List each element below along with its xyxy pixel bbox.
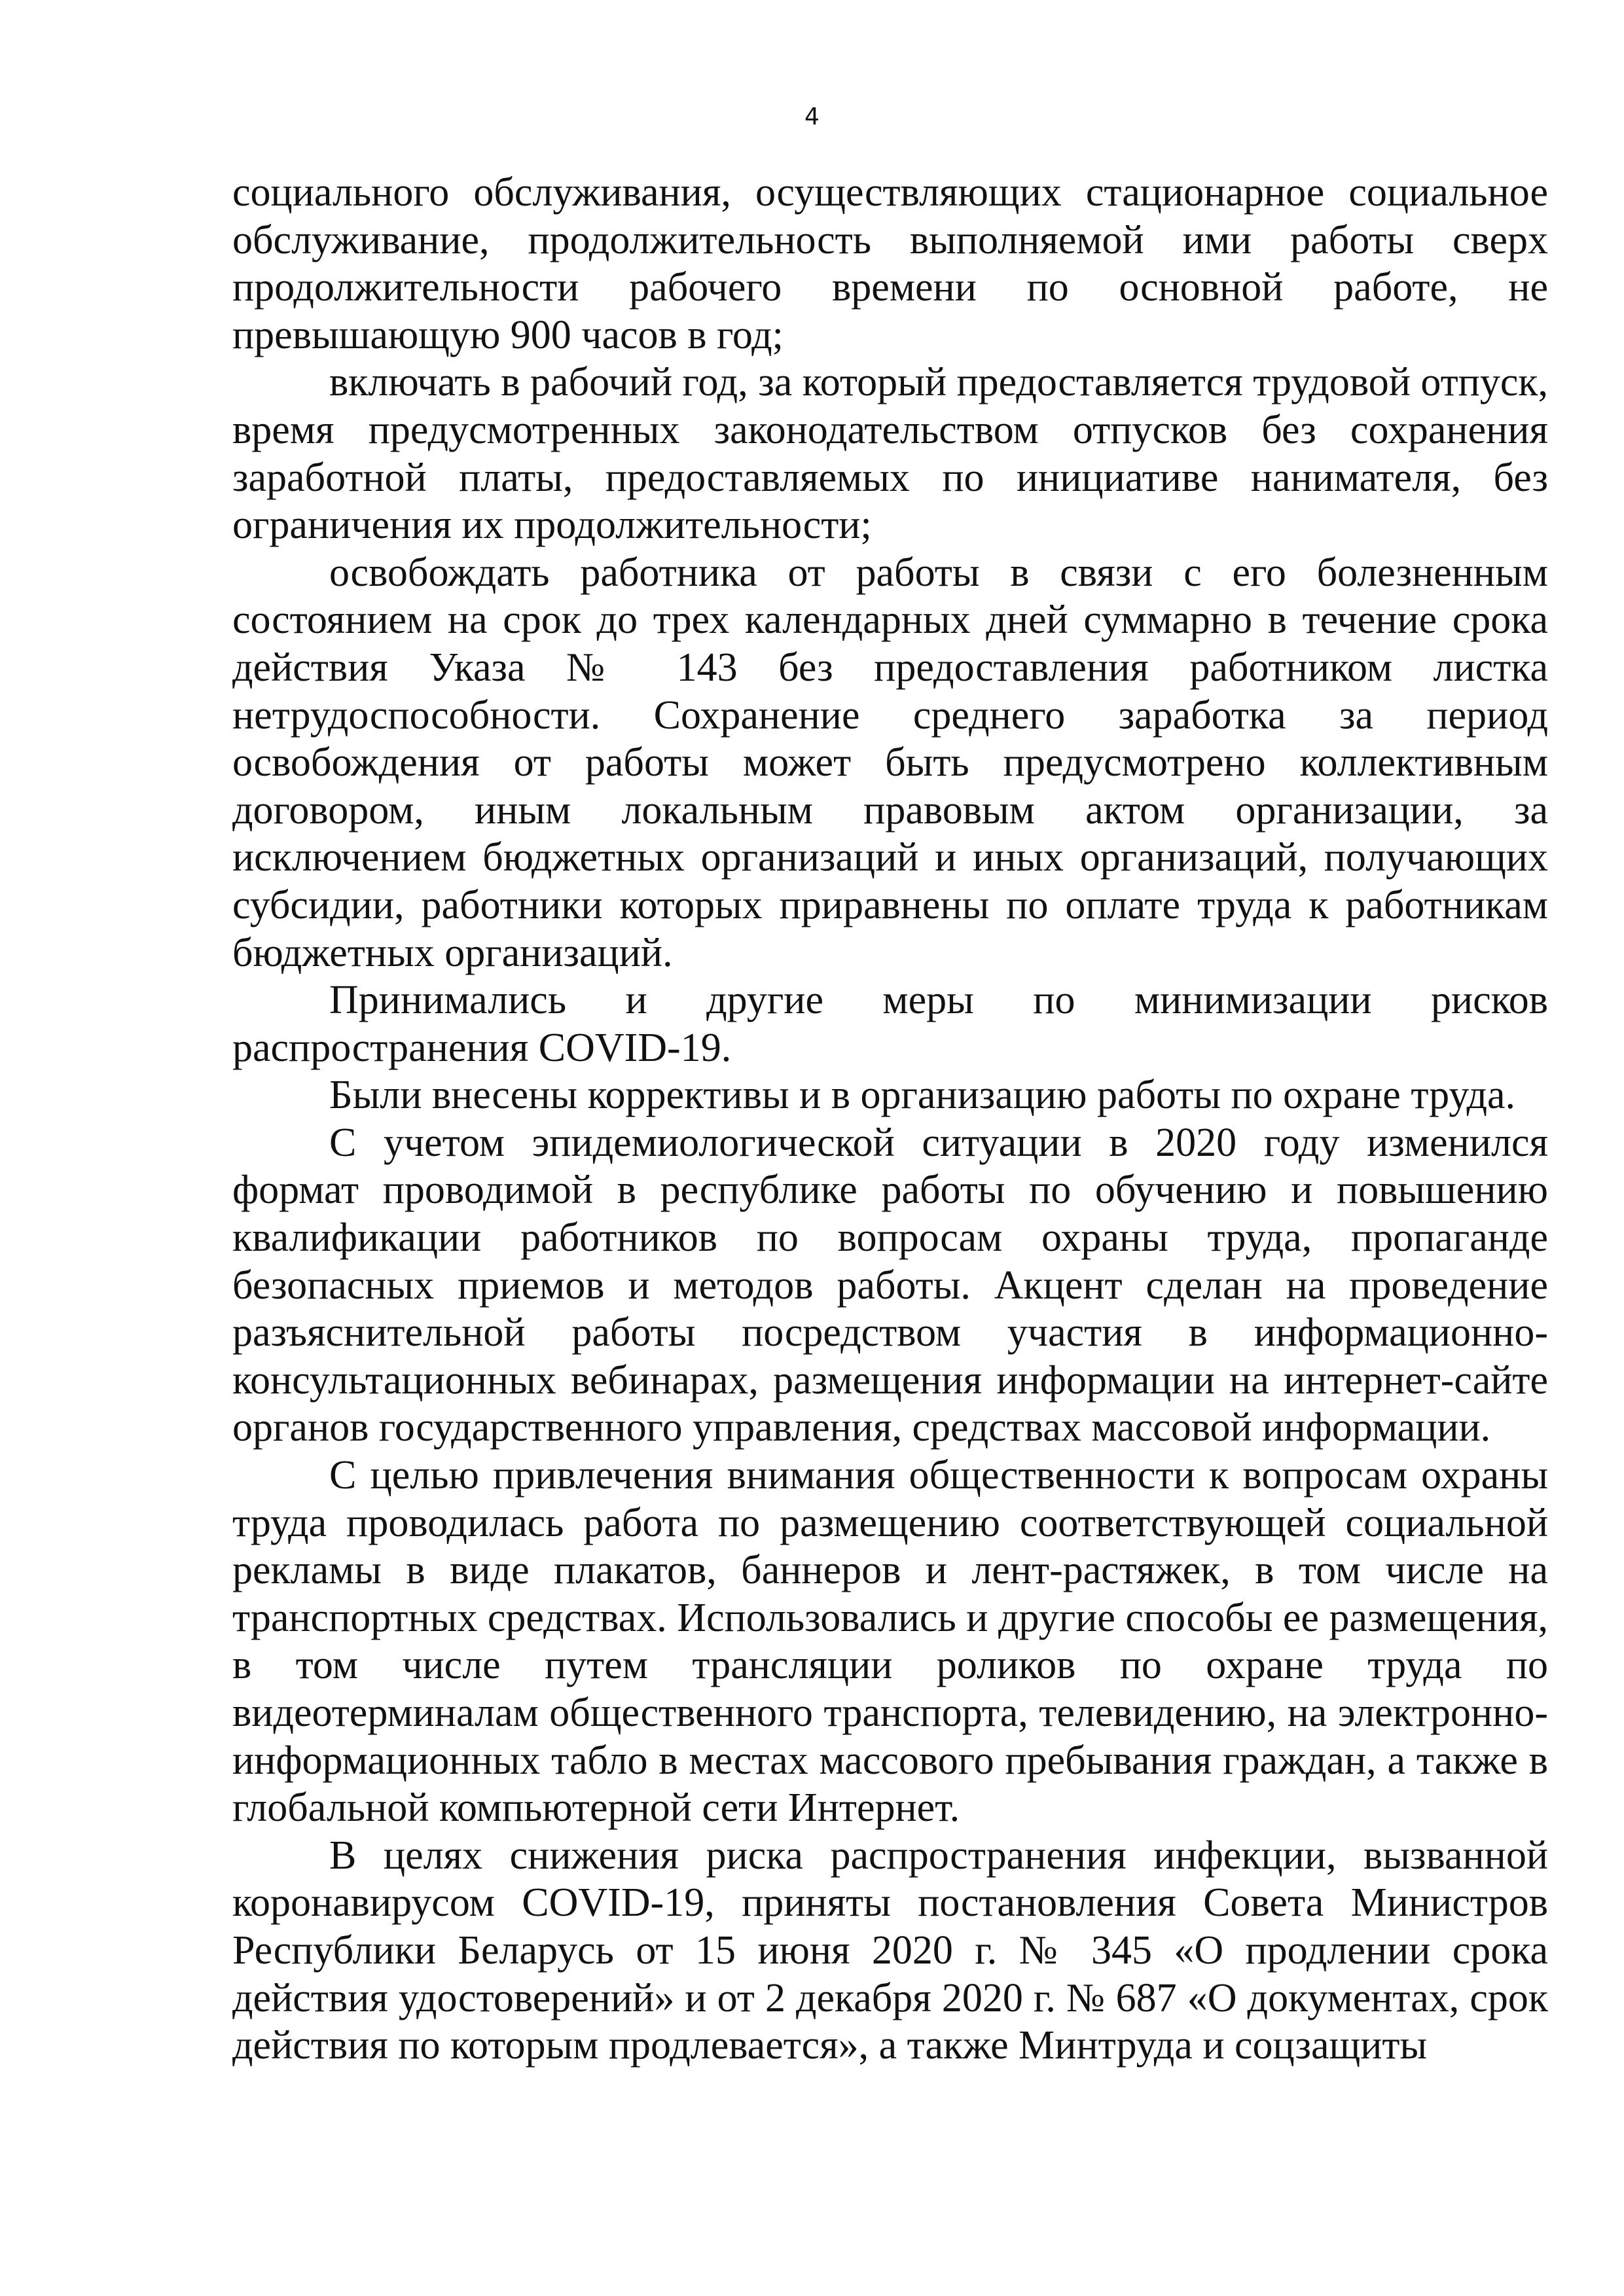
paragraph-release-from-work: освобождать работника от работы в связи с его болезненным состоянием на срок до трех календарных дней суммарно в течение срока действия Указа № 143 без предоставления работником листка нетрудоспособности. Сохранение среднего заработка за период освобождения от работы может быть предусмотрено коллективным договором, иным локальным правовым актом организации, за исключением бюджетных организаций и иных организаций, получающих субсидии, работники которых приравнены по оплате труда к работникам бюджетных организаций. xyxy=(232,550,1548,975)
paragraph-other-measures: Принимались и другие меры по минимизации рисков распространения COVID-19. xyxy=(232,978,1548,1070)
paragraph-working-year: включать в рабочий год, за который предоставляется трудовой отпуск, время предусмотренных законодательством отпусков без сохранения заработной платы, предоставляемых по инициативе нанимателя, без ограничения их продолжительности; xyxy=(232,360,1548,548)
document-body xyxy=(232,169,1548,2070)
paragraph-training-format: С учетом эпидемиологической ситуации в 2020 году изменился формат проводимой в республике работы по обучению и повышению квалификации работников по вопросам охраны труда, пропаганде безопасных приемов и методов работы. Акцент сделан на проведение разъяснительной работы посредством участия в информационно-консультационных вебинарах, размещения информации на интернет-сайте органов государственного управления, средствах массовой информации. xyxy=(232,1120,1548,1450)
paragraph-labor-protection-changes: Были внесены коррективы и в организацию работы по охране труда. xyxy=(329,1073,1516,1118)
page-number: 4 xyxy=(804,103,820,130)
paragraph-government-resolutions: В целях снижения риска распространения инфекции, вызванной коронавирусом COVID-19, приняты постановления Совета Министров Республики Беларусь от 15 июня 2020 г. № 345 «О продлении срока действия удостоверений» и от 2 декабря 2020 г. № 687 «О документах, срок действия по которым продлевается», а также Минтруда и соцзащиты xyxy=(232,1833,1548,2068)
paragraph-social-service-hours: социального обслуживания, осуществляющих стационарное социальное обслуживание, продолжительность выполняемой ими работы сверх продолжительности рабочего времени по основной работе, не превышающую 900 часов в год; xyxy=(232,170,1548,357)
paragraph-social-advertising: С целью привлечения внимания общественности к вопросам охраны труда проводилась работа по размещению соответствующей социальной рекламы в виде плакатов, баннеров и лент-растяжек, в том числе на транспортных средствах. Использовались и другие способы ее размещения, в том числе путем трансляции роликов по охране труда по видеотерминалам общественного транспорта, телевидению, на электронно-информационных табло в местах массового пребывания граждан, а также в глобальной компьютерной сети Интернет. xyxy=(232,1453,1548,1831)
